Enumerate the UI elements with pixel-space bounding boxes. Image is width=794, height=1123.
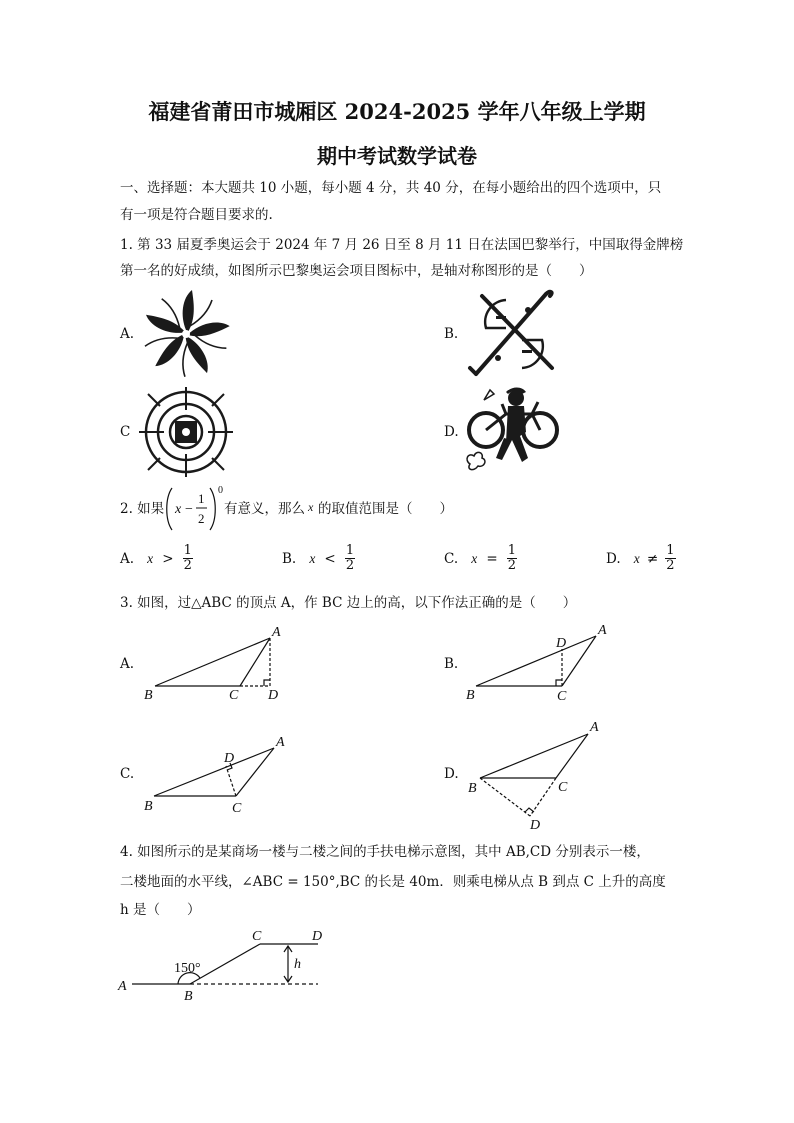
svg-text:B: B [184, 989, 193, 1004]
q3-option-a-label[interactable]: A. [120, 656, 135, 672]
q4-text-line3: h 是（ ） [120, 902, 201, 918]
q2-den: 2 [198, 511, 205, 526]
q2-suffix1: 有意义，那么 [224, 501, 305, 517]
svg-text:D: D [530, 818, 541, 833]
q3-figure-d [462, 714, 622, 834]
page-title: 福建省莆田市城厢区 2024-2025 学年八年级上学期 [148, 99, 646, 124]
svg-text:A: A [272, 625, 281, 640]
q2-expression [164, 484, 226, 534]
svg-text:B: B [144, 688, 153, 703]
target-icon [138, 386, 234, 478]
svg-text:A: A [598, 623, 607, 638]
svg-text:A: A [276, 735, 285, 750]
q4-escalator-figure [114, 926, 344, 1006]
svg-text:C: C [229, 688, 239, 703]
q2-minus: − [185, 502, 193, 517]
svg-text:D: D [224, 751, 235, 766]
q2-num: 1 [198, 491, 205, 506]
svg-text:B: B [144, 799, 153, 814]
hockey-sticks-icon [466, 288, 562, 380]
q1-option-c-label[interactable]: C [120, 424, 131, 440]
q3-option-c-label[interactable]: C. [120, 766, 135, 782]
svg-text:A: A [590, 720, 599, 735]
q2-x: x [175, 502, 182, 517]
q2-option-a[interactable]: A. x > $\frac{1}{2}$ [120, 543, 192, 573]
svg-text:D: D [268, 688, 279, 703]
q3-option-b-label[interactable]: B. [444, 656, 459, 672]
svg-text:D: D [312, 929, 323, 944]
q4-text-line1: 4. 如图所示的是某商场一楼与二楼之间的手扶电梯示意图，其中 AB,CD 分别表示一楼， [120, 844, 650, 860]
q2-prefix: 2. 如果 [120, 501, 165, 517]
q1-text-line2: 第一名的好成绩，如图所示巴黎奥运会项目图标中，是轴对称图形的是（ ） [120, 263, 593, 279]
q3-text: 3. 如图，过△ABC 的顶点 A，作 BC 边上的高，以下作法正确的是（ ） [120, 595, 577, 611]
svg-text:h: h [294, 957, 301, 972]
pinwheel-icon [138, 288, 234, 380]
q3-figure-c [140, 730, 300, 820]
svg-text:B: B [466, 688, 475, 703]
section-heading-line2: 有一项是符合题目要求的. [120, 207, 273, 223]
svg-text:C: C [558, 780, 568, 795]
cyclist-icon [462, 386, 562, 478]
q2-option-d[interactable]: D. x ≠ $\frac{1}{2}$ [606, 543, 675, 573]
section-heading-line1: 一、选择题：本大题共 10 小题，每小题 4 分，共 40 分，在每小题给出的四个选项中，只 [120, 180, 662, 196]
svg-text:C: C [557, 689, 567, 704]
q2-var: x [308, 500, 314, 514]
q2-suffix2: 的取值范围是（ ） [318, 501, 453, 517]
page-subtitle: 期中考试数学试卷 [317, 144, 477, 168]
q3-option-d-label[interactable]: D. [444, 766, 459, 782]
q1-option-b-label[interactable]: B. [444, 326, 459, 342]
q1-option-a-label[interactable]: A. [120, 326, 135, 342]
svg-text:D: D [556, 636, 567, 651]
q1-text-line1: 1. 第 33 届夏季奥运会于 2024 年 7 月 26 日至 8 月 11 日在法国巴黎举行，中国取得金牌榜 [120, 237, 684, 253]
svg-text:B: B [468, 781, 477, 796]
svg-text:A: A [118, 979, 127, 994]
q1-option-d-label[interactable]: D. [444, 424, 459, 440]
q2-option-c[interactable]: C. x = $\frac{1}{2}$ [444, 543, 517, 573]
svg-text:150°: 150° [174, 961, 201, 976]
q4-text-line2: 二楼地面的水平线，∠ABC = 150°,BC 的长是 40m．则乘电梯从点 B 到点 C 上升的高度 [120, 874, 666, 890]
q2-exponent: 0 [218, 485, 223, 496]
q2-option-b[interactable]: B. x < $\frac{1}{2}$ [282, 543, 355, 573]
svg-text:C: C [232, 801, 242, 816]
q3-figure-b [462, 616, 622, 706]
svg-text:C: C [252, 929, 262, 944]
q3-figure-a [140, 620, 290, 706]
